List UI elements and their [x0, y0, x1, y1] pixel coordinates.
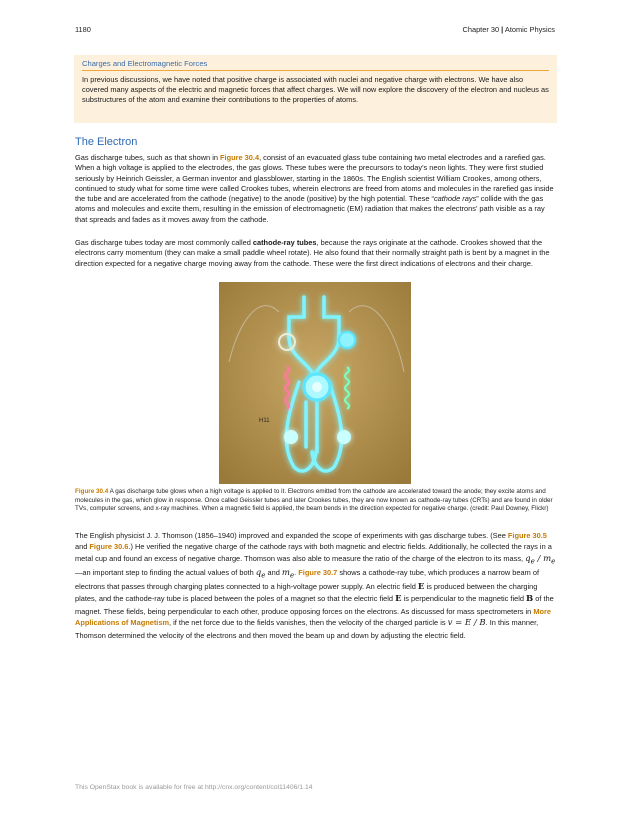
math-subscript: e — [261, 570, 266, 580]
text-run: Gas discharge tubes today are most commonly called — [75, 238, 253, 247]
text-run: ” collide with the gas atoms and molecules and excite them, resulting in the emission of electromagnetic (EM) radiation that makes the electrons’ path visible as a ray that spreads and fades as it moves away from the cathode. — [75, 194, 545, 224]
paragraph-cathode-ray-tubes — [75, 238, 557, 269]
math-electric-field-2: E — [395, 594, 402, 605]
figure-30-4-link[interactable]: Figure 30.4 — [220, 153, 260, 162]
math-qe — [525, 554, 555, 564]
text-run: , consist of an evacuated glass tube containing two metal electrodes and a rarefied gas. When a high voltage is applied to the electrodes, the gas glows. These tubes were the precursors to today’s neon lights. They were first studied seriously by Heinrich Geissler, a German inventor and glassblower, starting in the 1860s. The English scientist William Crookes, among others, continued to study what for some time were called Crookes tubes, wherein electrons are freed from atoms and molecules in the rarefied gas inside the tube and are accelerated from the cathode (negative) to the anode (positive) by the high potential. These “ — [75, 153, 554, 204]
chapter-number: Chapter 30 — [462, 25, 500, 34]
text-run: is perpendicular to the magnetic field — [401, 594, 527, 604]
text-run: , because the rays originate at the cathode. Crookes showed that the electrons carry momentum (they can make a small paddle wheel rotate). He also found that their normally straight path is bent by a magnet in the direction expected for a negative charge moving away from the cathode. These were the first direct indications of electrons and their charge. — [75, 238, 550, 268]
text-run: —an important step to finding the actual values of both — [75, 567, 256, 577]
text-run: shows a cathode-ray tube, which produces a narrow beam of electrons that passes through charging plates connected to a high-voltage power supply. An electric field — [75, 567, 540, 591]
text-run: .) He verified the negative charge of the cathode rays with both magnetic and electric fields. Additionally, he collected the rays in a metal cup and found an excess of negative charge. Thomson was also able to measure the ratio of the charge of the electron to its mass, — [75, 542, 552, 563]
math-qe-2 — [256, 568, 266, 578]
chapter-title: Atomic Physics — [504, 25, 555, 34]
tube-tag: H11 — [259, 418, 270, 424]
math-subscript: e — [551, 556, 556, 566]
text-run: Gas discharge tubes, such as that shown in — [75, 153, 221, 162]
text-run: and — [265, 567, 282, 577]
section-title: The Electron — [75, 136, 138, 148]
figure-caption-text: A gas discharge tube glows when a high voltage is applied to it. Electrons emitted from the cathode are accelerated toward the anode; they excite atoms and molecules in the gas, which glow in response. Once called Geissler tubes and later Crookes tubes, they are now known as cathode-ray tubes (CRTs) and are found in older TVs, computer screens, and x-ray machines. When a magnetic field is applied, the beam bends in the direction expected for negative charge. (credit: Paul Downey, Flickr) — [75, 488, 553, 513]
header-separator: | — [501, 25, 504, 34]
gas-discharge-tube-photo — [219, 282, 411, 484]
text-run: and — [75, 542, 90, 552]
page-number: 1180 — [75, 25, 91, 34]
math-symbol: q — [255, 567, 262, 578]
paragraph-thomson — [75, 530, 557, 641]
math-symbol: m — [281, 567, 290, 578]
paragraph-gas-discharge — [75, 153, 557, 225]
text-run: , if the net force due to the fields vanishes, then the velocity of the charged particle is — [169, 618, 448, 628]
page-footer: This OpenStax book is available for free at http://cnx.org/content/col11406/1.14 — [75, 784, 313, 791]
math-me — [282, 568, 294, 578]
cathode-ray-tubes-term: cathode-ray tubes — [252, 238, 317, 247]
math-symbol: q — [525, 553, 531, 564]
figure-caption — [75, 488, 557, 514]
more-applications-of-magnetism-link[interactable]: More Applications of Magnetism — [75, 606, 552, 628]
figure-30-6-link[interactable]: Figure 30.6 — [89, 542, 129, 552]
figure-30-7-link[interactable]: Figure 30.7 — [298, 567, 338, 577]
math-velocity-equation: v = E / B — [447, 618, 486, 629]
math-electric-field: E — [417, 582, 425, 592]
connections-callout — [74, 55, 557, 123]
discharge-tube-illustration — [219, 282, 411, 484]
text-run: . — [294, 567, 299, 577]
figure-label: Figure 30.4 — [75, 488, 109, 495]
chapter-heading — [463, 25, 555, 34]
math-subscript: e — [289, 570, 295, 580]
figure-30-5-link[interactable]: Figure 30.5 — [507, 531, 547, 540]
page-header — [75, 25, 555, 37]
math-subscript: e — [530, 556, 535, 566]
callout-title: Charges and Electromagnetic Forces — [82, 59, 549, 71]
math-magnetic-field: B — [526, 594, 534, 605]
text-run: . In this manner, Thomson determined the velocity of the electrons and then moved the beam up and down by adjusting the electric field. — [75, 618, 539, 640]
cathode-rays-term: cathode rays — [433, 194, 477, 204]
math-symbol: / m — [534, 553, 552, 564]
text-run: of the magnet. These fields, being perpendicular to each other, produce opposing forces on the electrons. As discussed for mass spectrometers in — [75, 594, 554, 616]
text-run: is produced between the charging plates, and the cathode-ray tube is placed between the poles of a magnet so that the electric field — [75, 582, 538, 604]
callout-text: In previous discussions, we have noted that positive charge is associated with nuclei and negative charge with electrons. We have also covered many aspects of the electric and magnetic forces that affect charges. We will now explore the discovery of the electron and nucleus as substructures of the atom and examine their contributions to the properties of atoms. — [82, 75, 549, 105]
text-run: The English physicist J. J. Thomson (1856–1940) improved and expanded the scope of experiments with gas discharge tubes. (See — [75, 531, 508, 540]
